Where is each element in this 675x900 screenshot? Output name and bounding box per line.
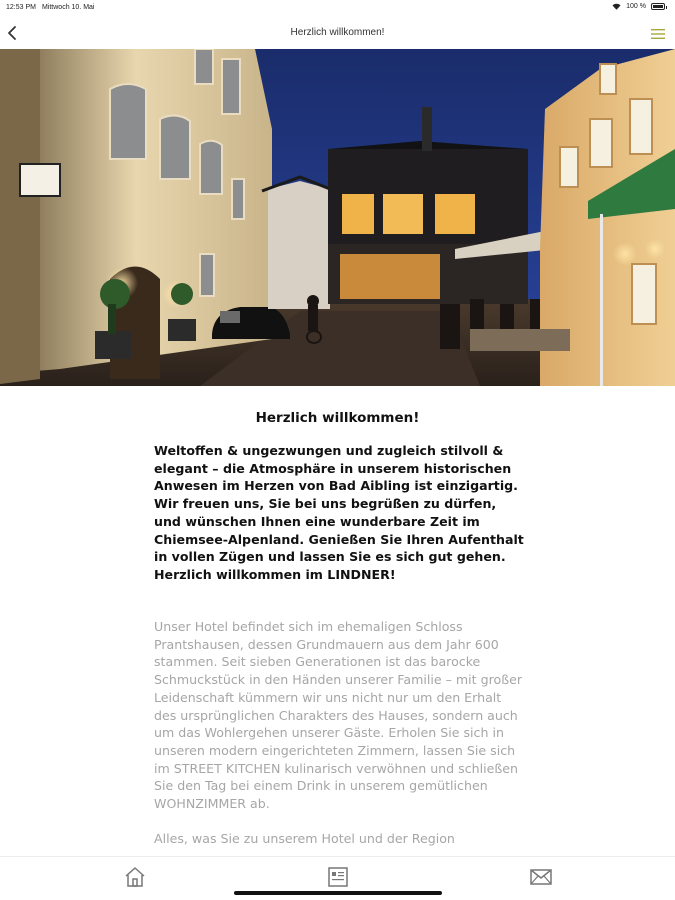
tab-mail[interactable] bbox=[529, 865, 553, 889]
status-left bbox=[6, 4, 95, 11]
home-indicator bbox=[234, 891, 442, 895]
navigation-bar bbox=[0, 16, 675, 49]
tab-home[interactable] bbox=[123, 865, 147, 889]
battery-icon bbox=[651, 3, 665, 10]
status-time: 12:53 PM bbox=[6, 4, 36, 11]
status-bar bbox=[0, 0, 675, 16]
article-paragraph: Unser Hotel befindet sich im ehemaligen Schloss Prantshausen, dessen Grundmauern aus dem Jahr 600 stammen. Seit sieben Generationen ist das barocke Schmuckstück in den Händen unserer Familie – mit großer Leidenschaft kümmern wir uns nicht nur um den Erhalt des ursprünglichen Charakters des Hauses, sondern auch um das Wohlergehen unserer Gäste. Erholen Sie sich in unseren modern eingerichteten Zimmern, lassen Sie sich im STREET KITCHEN kulinarisch verwöhnen und schließen Sie den Tag bei einem Drink in unserem gemütlichen WOHNZIMMER ab. bbox=[154, 619, 523, 812]
home-icon bbox=[123, 865, 147, 889]
article-body bbox=[154, 618, 526, 856]
menu-button[interactable] bbox=[651, 26, 665, 40]
mail-icon bbox=[529, 865, 553, 889]
hero-image bbox=[0, 49, 675, 386]
article-title: Herzlich willkommen! bbox=[255, 410, 420, 426]
article-lead: Weltoffen & ungezwungen und zugleich stilvoll & elegant – die Atmosphäre in unserem historischen Anwesen im Herzen von Bad Aibling ist einzigartig. Wir freuen uns, Sie bei uns begrüßen zu dürfen, und wünschen Ihnen eine wunderbare Zeit im Chiemsee-Alpenland. Genießen Sie Ihren Aufenthalt in vollen Zügen und lassen Sie es sich gut gehen. Herzlich willkommen im LINDNER! bbox=[154, 443, 524, 582]
status-date: Mittwoch 10. Mai bbox=[41, 4, 95, 11]
hamburger-menu-icon bbox=[651, 27, 665, 41]
wifi-icon bbox=[612, 3, 621, 10]
article-paragraph: Alles, was Sie zu unserem Hotel und der Region bbox=[154, 831, 455, 847]
battery-percent: 100 % bbox=[626, 3, 646, 10]
battery-level bbox=[653, 5, 663, 8]
status-right bbox=[612, 3, 665, 10]
article-content bbox=[0, 386, 675, 856]
tab-news[interactable] bbox=[326, 865, 350, 889]
news-icon bbox=[326, 865, 350, 889]
nav-title: Herzlich willkommen! bbox=[290, 27, 385, 38]
